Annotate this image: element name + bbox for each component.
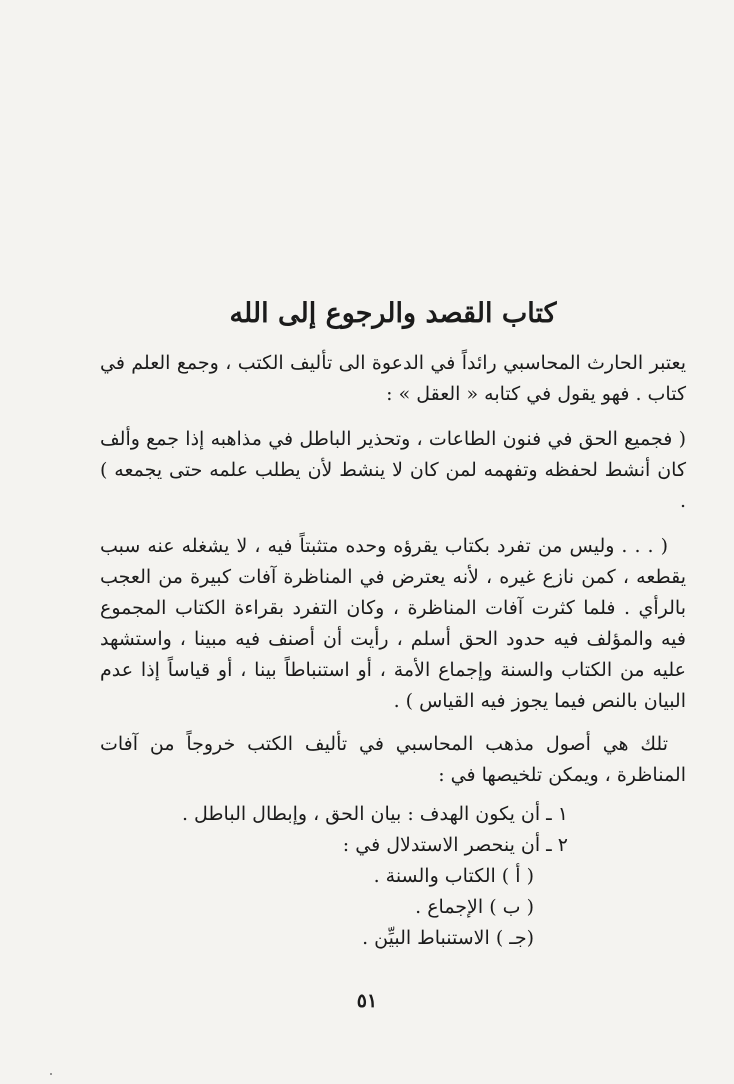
list-subitem: (جـ ) الاستنباط البيِّن . <box>362 927 534 949</box>
paragraph-summary: تلك هي أصول مذهب المحاسبي في تأليف الكتب خروجاً من آفات المناظرة ، ويمكن تلخيصها في : <box>100 733 686 786</box>
list-subitem: ( ب ) الإجماع . <box>415 896 534 918</box>
page-number: ٥١ <box>356 990 378 1012</box>
scan-speck <box>50 1073 52 1075</box>
chapter-title: كتاب القصد والرجوع إلى الله <box>229 298 557 329</box>
list-item: ٢ ـ أن ينحصر الاستدلال في : <box>342 834 568 856</box>
list-subitem: ( أ ) الكتاب والسنة . <box>373 865 534 887</box>
list-item: ١ ـ أن يكون الهدف : بيان الحق ، وإبطال الباطل . <box>181 803 568 825</box>
principles-list <box>100 799 686 954</box>
paragraph-quote-1: ( فجميع الحق في فنون الطاعات ، وتحذير الباطل في مذاهبه إذا جمع وألف كان أنشط لحفظه وتفهمه لمن كان لا ينشط لأن يطلب علمه حتى يجمعه ) . <box>100 428 686 512</box>
page-content <box>100 294 686 954</box>
paragraph-intro: يعتبر الحارث المحاسبي رائداً في الدعوة الى تأليف الكتب ، وجمع العلم في كتاب . فهو يقول في كتابه « العقل » : <box>100 352 686 405</box>
paragraph-quote-2: ( . . . وليس من تفرد بكتاب يقرؤه وحده متثبتاً فيه ، لا يشغله عنه سبب يقطعه ، كمن نازع غيره ، لأنه يعترض في المناظرة آفات كبيرة من العجب بالرأي . فلما كثرت آفات المناظرة ، وكان التفرد بقراءة الكتاب المجموع فيه والمؤلف فيه حدود الحق أسلم ، رأيت أن أصنف فيه مبينا ، واستشهد عليه من الكتاب والسنة وإجماع الأمة ، أو استنباطاً بينا ، أو قياساً إذا عدم البيان بالنص فيما يجوز فيه القياس ) . <box>100 535 686 712</box>
